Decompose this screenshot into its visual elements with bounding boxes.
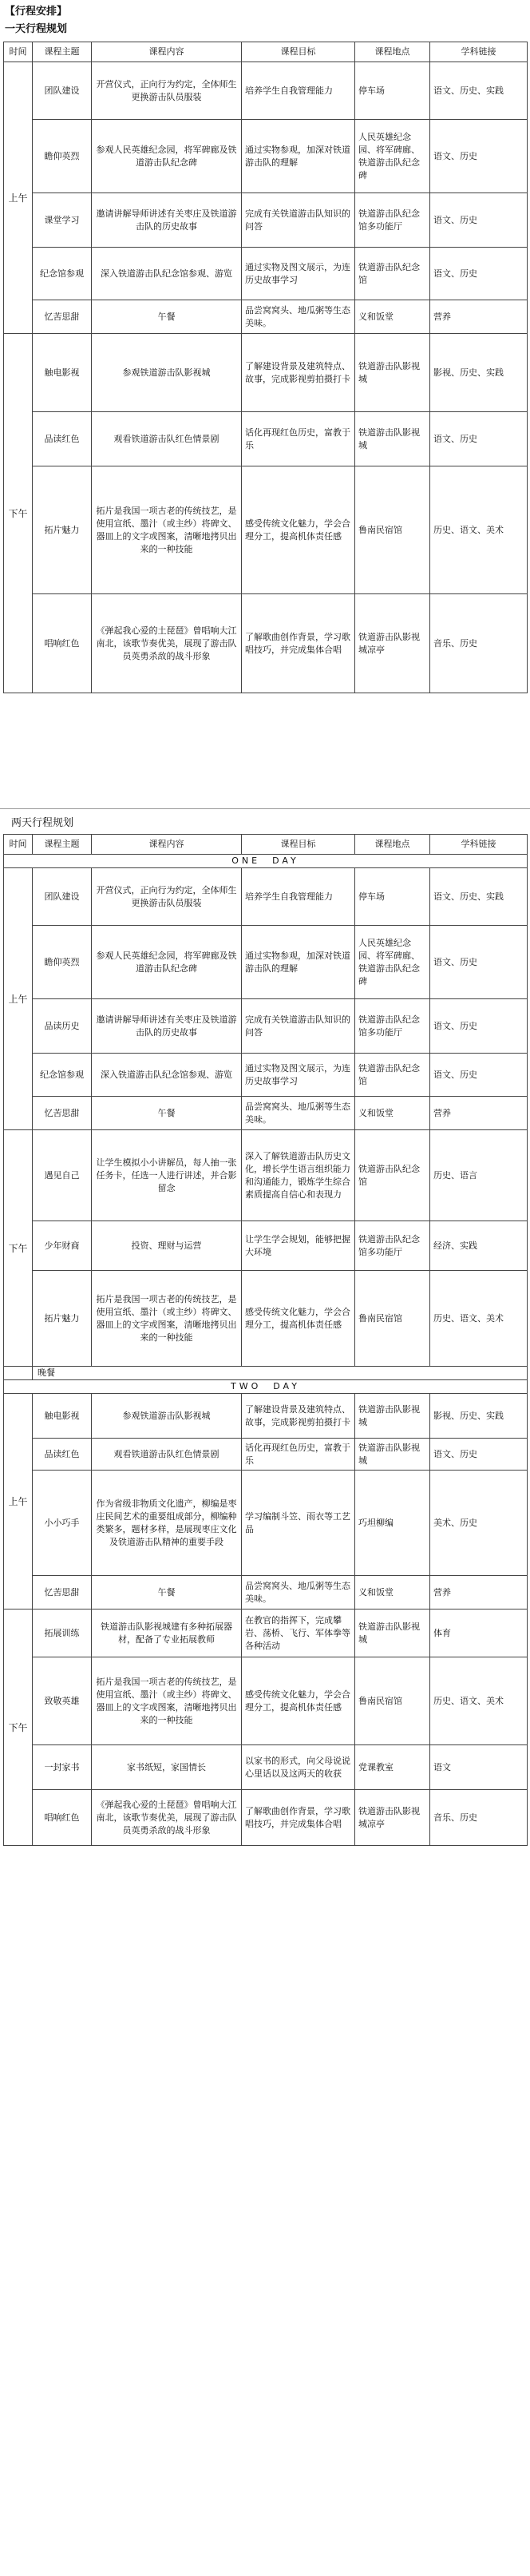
course-place-cell: 铁道游击队影视城: [355, 1439, 430, 1471]
course-goal-cell: 让学生学会规划，能够把握大环境: [242, 1221, 355, 1271]
course-goal-cell: 培养学生自我管理能力: [242, 62, 355, 120]
course-content-cell: 观看铁道游击队红色情景剧: [92, 412, 242, 466]
course-theme-cell: 团队建设: [33, 868, 92, 926]
subject-link-cell: 语文、历史: [430, 412, 528, 466]
course-place-cell: 铁道游击队纪念馆: [355, 1130, 430, 1221]
course-place-cell: 鲁南民宿馆: [355, 466, 430, 594]
course-content-cell: 午餐: [92, 1576, 242, 1610]
course-goal-cell: 深入了解铁道游击队历史文化，增长学生语言组织能力和沟通能力，锻炼学生综合素质提高自信心和表现力: [242, 1130, 355, 1221]
course-theme-cell: 纪念馆参观: [33, 1054, 92, 1097]
subject-link-cell: 语文、历史: [430, 926, 528, 999]
course-goal-cell: 通过实物及图文展示，为连历史故事学习: [242, 1054, 355, 1097]
course-place-cell: 义和饭堂: [355, 300, 430, 334]
course-content-cell: 参观铁道游击队影视城: [92, 1394, 242, 1439]
table-row: [4, 248, 528, 300]
subject-link-cell: 语文、历史: [430, 120, 528, 193]
course-theme-cell: 少年财商: [33, 1221, 92, 1271]
subject-link-cell: 经济、实践: [430, 1221, 528, 1271]
course-content-cell: 午餐: [92, 1097, 242, 1130]
table-row: [4, 1657, 528, 1745]
subject-link-cell: 语文、历史: [430, 1439, 528, 1471]
course-theme-cell: 团队建设: [33, 62, 92, 120]
table-row: [4, 1271, 528, 1367]
course-theme-cell: 触电影视: [33, 334, 92, 412]
table-row: [4, 1394, 528, 1439]
course-place-cell: 铁道游击队影视城: [355, 1394, 430, 1439]
course-goal-cell: 话化再现红色历史，富教于乐: [242, 412, 355, 466]
course-content-cell: 邀请讲解导师讲述有关枣庄及铁道游击队的历史故事: [92, 193, 242, 248]
table-row: [4, 62, 528, 120]
course-goal-cell: 品尝窝窝头、地瓜粥等生态美味。: [242, 1097, 355, 1130]
subject-link-cell: 语文、历史、实践: [430, 868, 528, 926]
table-row: [4, 1439, 528, 1471]
course-place-cell: 铁道游击队纪念馆多功能厅: [355, 999, 430, 1054]
table-row: [4, 594, 528, 693]
course-place-cell: 义和饭堂: [355, 1097, 430, 1130]
course-theme-cell: 忆苦思甜: [33, 1576, 92, 1610]
table-row: [4, 466, 528, 594]
course-theme-cell: 忆苦思甜: [33, 1097, 92, 1130]
course-goal-cell: 通过实物参观，加深对铁道游击队的理解: [242, 926, 355, 999]
subject-link-cell: 语文、历史: [430, 248, 528, 300]
subject-link-cell: 语文、历史: [430, 193, 528, 248]
course-theme-cell: 品读历史: [33, 999, 92, 1054]
course-goal-cell: 感受传统文化魅力，学会合理分工，提高机体责任感: [242, 1657, 355, 1745]
period-label: 下午: [4, 1610, 33, 1846]
column-header-goal: 课程目标: [242, 835, 355, 855]
course-theme-cell: 唱响红色: [33, 1790, 92, 1846]
table-row: [4, 1610, 528, 1657]
column-header-content: 课程内容: [92, 42, 242, 62]
subject-link-cell: 体育: [430, 1610, 528, 1657]
course-place-cell: 停车场: [355, 868, 430, 926]
course-content-cell: 家书纸短，家国情长: [92, 1745, 242, 1790]
column-header-goal: 课程目标: [242, 42, 355, 62]
subject-link-cell: 音乐、历史: [430, 1790, 528, 1846]
two-day-schedule-table: [3, 834, 528, 1846]
table-row: [4, 999, 528, 1054]
course-goal-cell: 了解建设背景及建筑特点、故事，完成影视剪拍摄打卡: [242, 1394, 355, 1439]
table-row: [4, 1576, 528, 1610]
course-place-cell: 铁道游击队影视城: [355, 1610, 430, 1657]
course-theme-cell: 瞻仰英烈: [33, 120, 92, 193]
table-row: [4, 412, 528, 466]
course-content-cell: 拓片是我国一项古老的传统技艺，是使用宣纸、墨汁（或主纱）将碑文、器皿上的文字或图案，清晰地拷贝出来的一种技能: [92, 1271, 242, 1367]
course-place-cell: 铁道游击队影视城凉亭: [355, 1790, 430, 1846]
course-content-cell: 深入铁道游击队纪念馆参观、游览: [92, 248, 242, 300]
subject-link-cell: 营养: [430, 1576, 528, 1610]
course-goal-cell: 了解歌曲创作背景，学习歌唱技巧，并完成集体合唱: [242, 1790, 355, 1846]
course-theme-cell: 遇见自己: [33, 1130, 92, 1221]
column-header-time: 时间: [4, 835, 33, 855]
course-content-cell: 参观铁道游击队影视城: [92, 334, 242, 412]
course-theme-cell: 小小巧手: [33, 1471, 92, 1576]
day-two-label: TWO DAY: [4, 1380, 528, 1394]
course-content-cell: 开营仪式，正向行为约定，全体师生更换游击队员服装: [92, 62, 242, 120]
course-goal-cell: 通过实物及图文展示，为连历史故事学习: [242, 248, 355, 300]
column-header-theme: 课程主题: [33, 42, 92, 62]
course-place-cell: 巧坦柳编: [355, 1471, 430, 1576]
two-day-plan-title: 两天行程规划: [11, 817, 74, 829]
course-content-cell: 让学生模拟小小讲解员，每人抽一张任务卡，任选一人进行讲述，并合影留念: [92, 1130, 242, 1221]
period-label: 下午: [4, 334, 33, 693]
table-row: [4, 1471, 528, 1576]
course-goal-cell: 品尝窝窝头、地瓜粥等生态美味。: [242, 1576, 355, 1610]
course-content-cell: 拓片是我国一项古老的传统技艺，是使用宣纸、墨汁（或主纱）将碑文、器皿上的文字或图案，清晰地拷贝出来的一种技能: [92, 466, 242, 594]
course-theme-cell: 拓片魅力: [33, 466, 92, 594]
course-place-cell: 鲁南民宿馆: [355, 1271, 430, 1367]
course-theme-cell: 拓展训练: [33, 1610, 92, 1657]
course-theme-cell: 品读红色: [33, 412, 92, 466]
course-theme-cell: 课堂学习: [33, 193, 92, 248]
day-one-label: ONE DAY: [4, 855, 528, 868]
course-content-cell: 《弹起我心爱的土琵琶》曾唱响大江南北，该歌节奏优美，展现了游击队员英勇杀敌的战斗形象: [92, 594, 242, 693]
course-place-cell: 铁道游击队影视城: [355, 412, 430, 466]
column-header-subject: 学科链接: [430, 835, 528, 855]
course-goal-cell: 通过实物参观，加深对铁道游击队的理解: [242, 120, 355, 193]
course-content-cell: 午餐: [92, 300, 242, 334]
table-row: [4, 120, 528, 193]
section-title-itinerary: 【行程安排】: [5, 6, 68, 18]
course-place-cell: 停车场: [355, 62, 430, 120]
course-content-cell: 开营仪式，正向行为约定，全体师生更换游击队员服装: [92, 868, 242, 926]
period-label: 上午: [4, 62, 33, 334]
course-theme-cell: 致敬英雄: [33, 1657, 92, 1745]
day-divider-row: [4, 855, 528, 868]
subject-link-cell: 营养: [430, 1097, 528, 1130]
subject-link-cell: 语文、历史: [430, 999, 528, 1054]
one-day-plan-title: 一天行程规划: [5, 23, 68, 35]
table-row: [4, 1790, 528, 1846]
subject-link-cell: 语文、历史: [430, 1054, 528, 1097]
course-place-cell: 党课教室: [355, 1745, 430, 1790]
subject-link-cell: 历史、语文、美术: [430, 1657, 528, 1745]
course-place-cell: 铁道游击队影视城: [355, 334, 430, 412]
course-place-cell: 铁道游击队纪念馆多功能厅: [355, 1221, 430, 1271]
column-header-place: 课程地点: [355, 42, 430, 62]
course-goal-cell: 完成有关铁道游击队知识的问答: [242, 999, 355, 1054]
page-break-divider: [0, 808, 530, 809]
column-header-content: 课程内容: [92, 835, 242, 855]
subject-link-cell: 历史、语文、美术: [430, 466, 528, 594]
course-theme-cell: 忆苦思甜: [33, 300, 92, 334]
course-place-cell: 铁道游击队纪念馆: [355, 1054, 430, 1097]
subject-link-cell: 历史、语言: [430, 1130, 528, 1221]
course-theme-cell: 品读红色: [33, 1439, 92, 1471]
course-content-cell: 投资、理财与运营: [92, 1221, 242, 1271]
subject-link-cell: 历史、语文、美术: [430, 1271, 528, 1367]
subject-link-cell: 营养: [430, 300, 528, 334]
course-content-cell: 《弹起我心爱的土琵琶》曾唱响大江南北，该歌节奏优美，展现了游击队员英勇杀敌的战斗形象: [92, 1790, 242, 1846]
table-row: [4, 868, 528, 926]
course-place-cell: 鲁南民宿馆: [355, 1657, 430, 1745]
table-row: [4, 1130, 528, 1221]
course-content-cell: 参观人民英雄纪念园，将军碑廊及铁道游击队纪念碑: [92, 120, 242, 193]
table-header-row: [4, 42, 528, 62]
period-label: 上午: [4, 868, 33, 1130]
course-goal-cell: 完成有关铁道游击队知识的问答: [242, 193, 355, 248]
course-place-cell: 义和饭堂: [355, 1576, 430, 1610]
table-row: [4, 300, 528, 334]
column-header-place: 课程地点: [355, 835, 430, 855]
course-goal-cell: 了解歌曲创作背景，学习歌唱技巧，并完成集体合唱: [242, 594, 355, 693]
course-goal-cell: 以家书的形式，向父母说说心里话以及这两天的收获: [242, 1745, 355, 1790]
course-content-cell: 参观人民英雄纪念园，将军碑廊及铁道游击队纪念碑: [92, 926, 242, 999]
subject-link-cell: 影视、历史、实践: [430, 334, 528, 412]
course-content-cell: 铁道游击队影视城建有多种拓展器材，配备了专业拓展教师: [92, 1610, 242, 1657]
course-goal-cell: 感受传统文化魅力，学会合理分工，提高机体责任感: [242, 1271, 355, 1367]
period-label: 上午: [4, 1394, 33, 1610]
subject-link-cell: 语文、历史、实践: [430, 62, 528, 120]
table-header-row: [4, 835, 528, 855]
table-row: [4, 1097, 528, 1130]
table-row: [4, 334, 528, 412]
course-content-cell: 作为省级非物质文化遗产，柳编是枣庄民间艺术的重要组成部分，柳编种类繁多，题材多样，是展现枣庄文化及铁道游击队精神的重要手段: [92, 1471, 242, 1576]
course-goal-cell: 在教官的指挥下，完成攀岩、荡桥、飞行、军体拳等各种活动: [242, 1610, 355, 1657]
course-goal-cell: 培养学生自我管理能力: [242, 868, 355, 926]
column-header-time: 时间: [4, 42, 33, 62]
day-divider-row: [4, 1380, 528, 1394]
course-theme-cell: 唱响红色: [33, 594, 92, 693]
course-theme-cell: 一封家书: [33, 1745, 92, 1790]
course-theme-cell: 触电影视: [33, 1394, 92, 1439]
course-place-cell: 人民英雄纪念园、将军碑廊、铁道游击队纪念碑: [355, 926, 430, 999]
course-theme-cell: 纪念馆参观: [33, 248, 92, 300]
empty-cell: [4, 1367, 33, 1380]
column-header-theme: 课程主题: [33, 835, 92, 855]
course-content-cell: 深入铁道游击队纪念馆参观、游览: [92, 1054, 242, 1097]
course-theme-cell: 瞻仰英烈: [33, 926, 92, 999]
course-goal-cell: 学习编制斗笠、雨衣等工艺品: [242, 1471, 355, 1576]
course-goal-cell: 品尝窝窝头、地瓜粥等生态美味。: [242, 300, 355, 334]
course-place-cell: 铁道游击队影视城凉亭: [355, 594, 430, 693]
course-goal-cell: 话化再现红色历史，富教于乐: [242, 1439, 355, 1471]
course-theme-cell: 拓片魅力: [33, 1271, 92, 1367]
course-content-cell: 拓片是我国一项古老的传统技艺，是使用宣纸、墨汁（或主纱）将碑文、器皿上的文字或图案，清晰地拷贝出来的一种技能: [92, 1657, 242, 1745]
course-content-cell: 观看铁道游击队红色情景剧: [92, 1439, 242, 1471]
table-row: [4, 1054, 528, 1097]
subject-link-cell: 美术、历史: [430, 1471, 528, 1576]
table-row: [4, 193, 528, 248]
period-label: 下午: [4, 1130, 33, 1367]
subject-link-cell: 影视、历史、实践: [430, 1394, 528, 1439]
subject-link-cell: 语文: [430, 1745, 528, 1790]
dinner-row: [4, 1367, 528, 1380]
course-place-cell: 铁道游击队纪念馆: [355, 248, 430, 300]
dinner-label: 晚餐: [33, 1367, 528, 1380]
table-row: [4, 1221, 528, 1271]
table-row: [4, 926, 528, 999]
course-place-cell: 人民英雄纪念园、将军碑廊、铁道游击队纪念碑: [355, 120, 430, 193]
column-header-subject: 学科链接: [430, 42, 528, 62]
subject-link-cell: 音乐、历史: [430, 594, 528, 693]
table-row: [4, 1745, 528, 1790]
course-content-cell: 邀请讲解导师讲述有关枣庄及铁道游击队的历史故事: [92, 999, 242, 1054]
course-goal-cell: 感受传统文化魅力，学会合理分工，提高机体责任感: [242, 466, 355, 594]
one-day-schedule-table: [3, 42, 528, 693]
course-goal-cell: 了解建设背景及建筑特点、故事，完成影视剪拍摄打卡: [242, 334, 355, 412]
course-place-cell: 铁道游击队纪念馆多功能厅: [355, 193, 430, 248]
